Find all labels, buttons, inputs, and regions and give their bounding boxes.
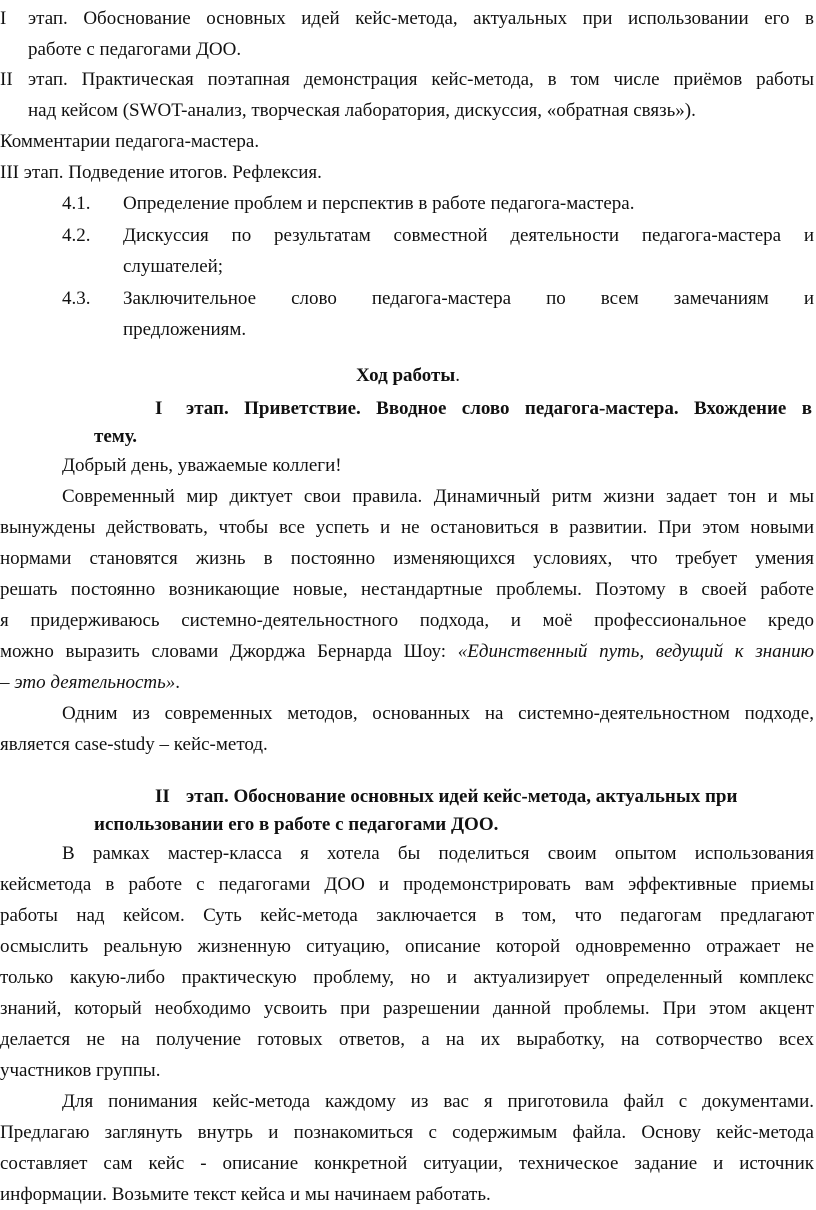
paragraph-line: кейсметода в работе с педагогами ДОО и продемонстрировать вам эффективные приемы xyxy=(0,874,814,895)
paragraph-line: я придерживаюсь системно-деятельностного подхода, и моё профессиональное кредо xyxy=(0,610,814,631)
section2-title-cont: использовании его в работе с педагогами ДОО. xyxy=(94,814,499,835)
paragraph-line: решать постоянно возникающие новые, нестандартные проблемы. Поэтому в своей работе xyxy=(0,579,814,600)
item-text: Дискуссия по результатам совместной деятельности педагога-мастера и xyxy=(123,225,814,246)
item-number: 4.2. xyxy=(62,225,91,246)
paragraph-text: можно выразить словами Джорджа Бернарда Шоу: xyxy=(0,641,458,662)
paragraph-line: В рамках мастер-класса я хотела бы поделиться своим опытом использования xyxy=(62,843,814,864)
outline-stage2-text-cont: над кейсом (SWOT-анализ, творческая лаборатория, дискуссия, «обратная связь»). xyxy=(28,100,696,121)
item-text-cont: предложениям. xyxy=(123,319,247,340)
quote-period: . xyxy=(175,672,181,693)
paragraph-line: информации. Возьмите текст кейса и мы начинаем работать. xyxy=(0,1184,491,1205)
paragraph-line-quote xyxy=(0,636,814,667)
paragraph-line: Современный мир диктует свои правила. Динамичный ритм жизни задает тон и мы xyxy=(62,486,814,507)
paragraph-line: осмыслить реальную жизненную ситуацию, описание которой одновременно отражает не xyxy=(0,936,814,957)
item-number: 4.3. xyxy=(62,288,91,309)
paragraph-line: работы над кейсом. Суть кейс-метода заключается в том, что педагогам предлагают xyxy=(0,905,814,926)
course-heading-text: Ход работы xyxy=(356,365,456,386)
paragraph-line: только какую-либо практическую проблему, но и актуализирует определенный комплекс xyxy=(0,967,814,988)
paragraph-line: Предлагаю заглянуть внутрь и познакомиться с содержимым файла. Основу кейс-метода xyxy=(0,1122,814,1143)
item-text: Заключительное слово педагога-мастера по всем замечаниям и xyxy=(123,288,814,309)
section1-number: I xyxy=(155,398,163,419)
greeting: Добрый день, уважаемые коллеги! xyxy=(62,455,342,476)
shaw-quote: «Единственный путь, ведущий к знанию xyxy=(457,641,815,662)
outline-stage1-number: I xyxy=(0,8,7,29)
paragraph-line: является case-study – кейс-метод. xyxy=(0,734,268,755)
outline-stage3: III этап. Подведение итогов. Рефлексия. xyxy=(0,162,322,183)
paragraph-line: Одним из современных методов, основанных на системно-деятельностном подходе, xyxy=(62,703,814,724)
section1-title-cont: тему. xyxy=(94,426,138,447)
outline-stage1-text: этап. Обоснование основных идей кейс-метода, актуальных при использовании его в xyxy=(28,8,814,29)
paragraph-line: знаний, который необходимо усвоить при разрешении данной проблемы. При этом акцент xyxy=(0,998,814,1019)
paragraph-line: участников группы. xyxy=(0,1060,161,1081)
outline-stage2-number: II xyxy=(0,69,13,90)
outline-comments: Комментарии педагога-мастера. xyxy=(0,131,260,152)
paragraph-line: составляет сам кейс - описание конкретной ситуации, техническое задание и источник xyxy=(0,1153,814,1174)
course-heading-dot: . xyxy=(455,365,460,386)
section1-title: этап. Приветствие. Вводное слово педагога-мастера. Вхождение в xyxy=(186,398,812,419)
paragraph-line: нормами становятся жизнь в постоянно изменяющихся условиях, что требует умения xyxy=(0,548,814,569)
item-text: Определение проблем и перспектив в работе педагога-мастера. xyxy=(123,193,635,214)
section2-title: этап. Обоснование основных идей кейс-метода, актуальных при xyxy=(186,786,738,807)
paragraph-line-quote-end xyxy=(0,667,180,698)
paragraph-line: вынуждены действовать, чтобы все успеть и не остановиться в развитии. При этом новыми xyxy=(0,517,814,538)
paragraph-line: делается не на получение готовых ответов, а на их выработку, на сотворчество всех xyxy=(0,1029,814,1050)
section2-number: II xyxy=(155,786,170,807)
shaw-quote-end: – это деятельность» xyxy=(0,672,176,693)
paragraph-line: Для понимания кейс-метода каждому из вас я приготовила файл с документами. xyxy=(62,1091,814,1112)
item-text-cont: слушателей; xyxy=(123,256,224,277)
item-number: 4.1. xyxy=(62,193,91,214)
outline-stage2-text: этап. Практическая поэтапная демонстрация кейс-метода, в том числе приёмов работы xyxy=(28,69,814,90)
outline-stage1-text-cont: работе с педагогами ДОО. xyxy=(28,39,242,60)
course-heading xyxy=(0,360,816,391)
